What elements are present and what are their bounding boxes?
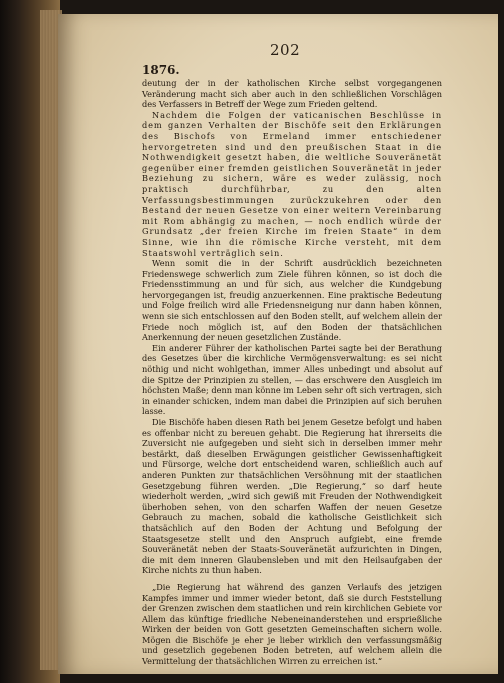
paragraph-5: Die Bischöfe haben diesen Rath bei jenem Gesetze befolgt und haben es offenbar nicht zu bereuen gehabt. Die Regierung hat ihrerseits die Zuversicht nie aufgegeben und sieht sich in derselben immer mehr bestärkt, daß dieselben Erwägungen geistlicher Gewissenhaftigkeit und Fürsorge, welche dort entscheidend waren, schließlich auch auf anderen Punkten zur thatsächlichen Versöhnung mit der staatlichen Gesetzgebung führen werden. „Die Regierung,“ so darf heute wiederholt werden, „wird sich gewiß mit Freuden der Nothwendigkeit überhoben sehen, von den scharfen Waffen der neuen Gesetze Gebrauch zu machen, sobald die katholische Geistlichkeit sich thatsächlich auf den Boden der Achtung und Befolgung der Staatsgesetze stellt und den Anspruch aufgiebt, eine fremde Souveränetät neben der Staats-Souveränetät aufzurichten in Dingen, die mit dem inneren Glaubensleben und mit den Heilsaufgaben der Kirche nichts zu thun haben. [142,417,442,576]
year-heading: 1876. [142,63,180,77]
page-number: 202 [270,41,301,59]
paragraph-6: „Die Regierung hat während des ganzen Verlaufs des jetzigen Kampfes immer und immer wieder betont, daß sie durch Feststellung der Grenzen zwischen dem staatlichen und rein kirchlichen Gebiete vor Allem das künftige friedliche Nebeneinanderstehen und ersprießliche Wirken der beiden von Gott gesetzten Gemeinschaften sichern wolle. Mögen die Bischöfe je eher je lieber wirklich den verfassungsmäßig und gesetzlich gegebenen Boden betreten, auf welchem allein die Vermittelung der thatsächlichen Wirren zu erreichen ist.“ [142,581,442,667]
paragraph-4: Ein anderer Führer der katholischen Partei sagte bei der Berathung des Gesetzes über die kirchliche Vermögensverwaltung: es sei nicht nöthig und nicht wohlgethan, immer Alles unbedingt und absolut auf die Spitze der Prinzipien zu stellen, — das erschwere den Ausgleich im höchsten Maße; denn man könne im Leben sehr oft sich vertragen, sich in einander schicken, indem man dabei die Prinzipien auf sich beruhen lasse. [142,342,442,417]
paragraph-3: Wenn somit die in der Schrift ausdrücklich bezeichneten Friedenswege schwerlich zum Ziele führen können, so ist doch die Friedensstimmung an und für sich, aus welcher die Kundgebung hervorgegangen ist, freudig anzuerkennen. Eine praktische Bedeutung und Folge freilich wird alle Friedensneigung nur dann haben können, wenn sie sich entschlossen auf den Boden stellt, auf welchem allein der Friede noch möglich ist, auf den Boden der thatsächlichen Anerkennung der neuen gesetzlichen Zustände. [142,258,442,343]
body-text [142,78,442,667]
paragraph-2: Nachdem die Folgen der vaticanischen Beschlüsse in dem ganzen Verhalten der Bischöfe seit den Erklärungen des Bischofs von Ermeland immer entschiedener hervorgetreten sind und den preußischen Staat in die Nothwendigkeit gesetzt haben, die weltliche Souveränetät gegenüber einer fremden geistlichen Souveränetät in jeder Beziehung zu sichern, wäre es weder zulässig, noch praktisch durchführbar, zu den alten Verfassungsbestimmungen zurückzukehren oder den Bestand der neuen Gesetze von einer weitern Vereinbarung mit Rom abhängig zu machen, — noch endlich würde der Grundsatz „der freien Kirche im freien Staate“ in dem Sinne, wie ihn die römische Kirche versteht, mit dem Staatswohl verträglich sein. [142,109,442,258]
paragraph-1: deutung der in der katholischen Kirche selbst vorgegangenen Veränderung macht sich aber auch in den schließlichen Vorschlägen des Verfassers in Betreff der Wege zum Frieden geltend. [142,78,442,110]
